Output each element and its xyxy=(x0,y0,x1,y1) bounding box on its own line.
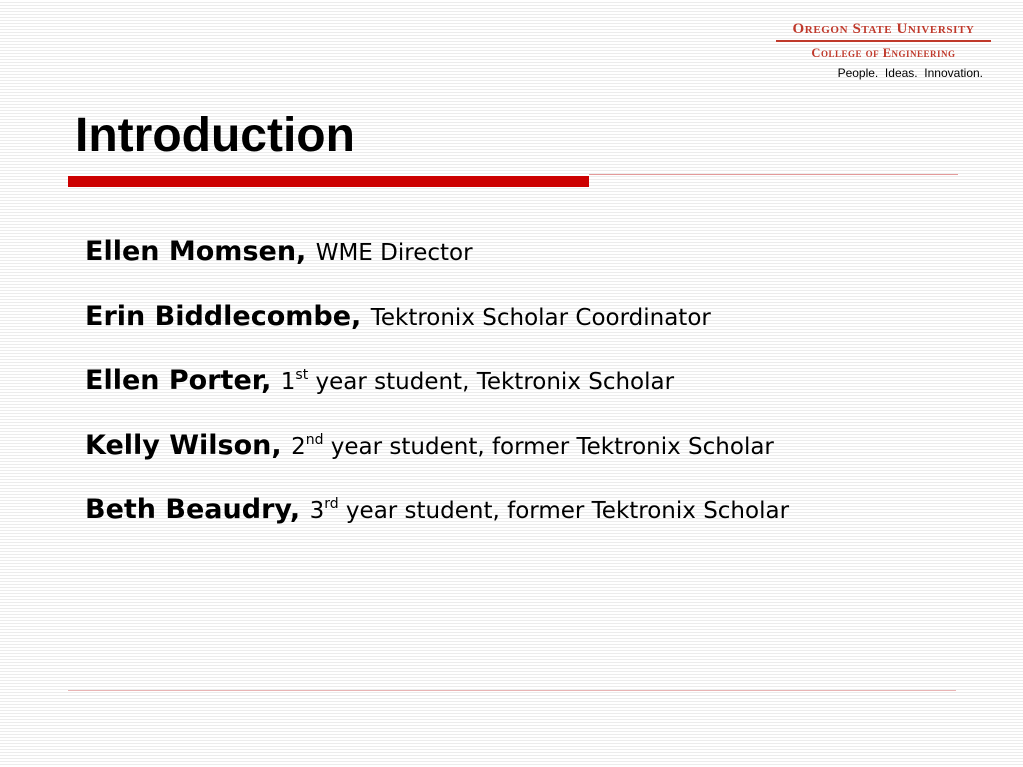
role-text: year student, former Tektronix Scholar xyxy=(323,433,774,460)
ordinal-suffix: st xyxy=(295,367,309,383)
logo-tagline: People. Ideas. Innovation. xyxy=(837,66,983,80)
title-underline-bar xyxy=(68,176,589,187)
footer-divider xyxy=(68,690,956,691)
ordinal-suffix: rd xyxy=(324,496,339,512)
ordinal-number: 3 xyxy=(309,498,325,524)
slide-title: Introduction xyxy=(75,109,355,162)
logo-university-name: Oregon State University xyxy=(792,21,975,37)
logo-college-name: College of Engineering xyxy=(811,46,956,60)
person-name: Erin Biddlecombe xyxy=(85,300,352,332)
list-item-person: Kelly Wilson, 2nd year student, former Tektronix Scholar xyxy=(85,429,774,461)
list-item-person: Ellen Porter, 1st year student, Tektronix Scholar xyxy=(85,365,675,396)
person-role xyxy=(281,369,674,395)
ordinal-number: 2 xyxy=(291,433,306,460)
list-item-person: Beth Beaudry, 3rd year student, former Tektronix Scholar xyxy=(85,494,790,525)
person-name: Kelly Wilson xyxy=(85,429,272,461)
logo-divider xyxy=(776,40,991,42)
university-logo xyxy=(776,20,991,80)
person-role: Tektronix Scholar Coordinator xyxy=(370,304,711,331)
person-role: WME Director xyxy=(315,240,473,266)
role-text: year student, Tektronix Scholar xyxy=(308,369,675,395)
ordinal-suffix: nd xyxy=(305,431,324,448)
list-item-person: Erin Biddlecombe, Tektronix Scholar Coordinator xyxy=(85,300,711,332)
title-underline-thin xyxy=(589,174,958,175)
people-list xyxy=(85,232,789,555)
role-text: year student, former Tektronix Scholar xyxy=(338,498,790,524)
person-name: Ellen Momsen xyxy=(85,236,297,267)
person-role xyxy=(310,498,789,524)
person-role xyxy=(291,431,774,460)
list-item-person: Ellen Momsen, WME Director xyxy=(85,236,473,267)
person-name: Ellen Porter xyxy=(85,365,262,396)
person-name: Beth Beaudry xyxy=(85,494,290,525)
ordinal-number: 1 xyxy=(280,369,296,395)
